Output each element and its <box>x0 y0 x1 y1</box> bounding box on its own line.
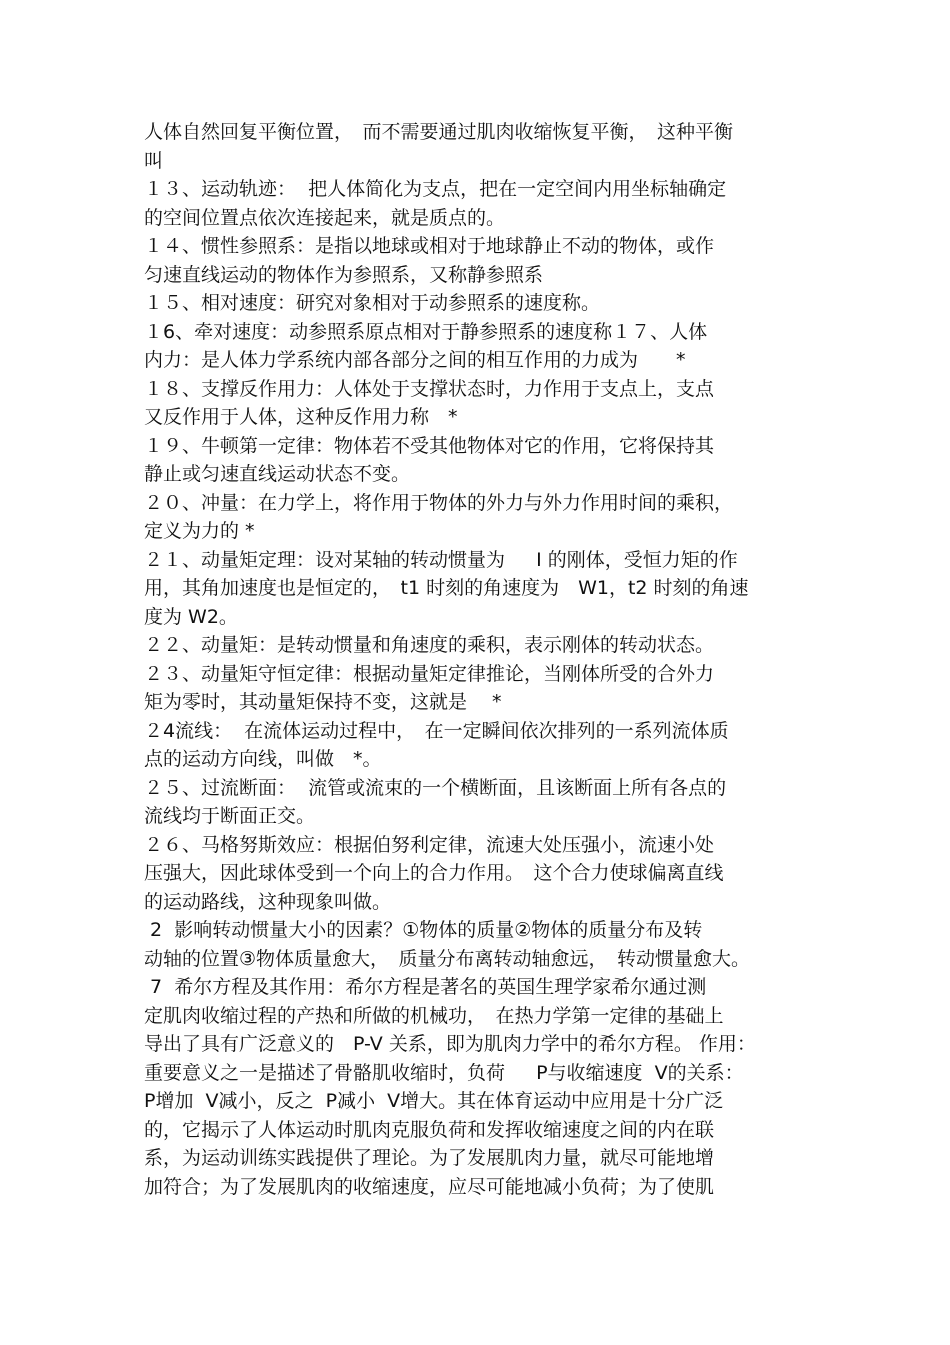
text-line: １５、相对速度：研究对象相对于动参照系的速度称。 <box>144 292 601 314</box>
text-line: 静止或匀速直线运动状态不变。 <box>144 463 411 485</box>
text-line: 匀速直线运动的物体作为参照系，又称静参照系 <box>144 263 544 286</box>
text-line: 定义为力的 * <box>144 520 255 542</box>
text-line: ２１、动量矩定理：设对某轴的转动惯量为 I 的刚体，受恒力矩的作 <box>144 548 738 571</box>
text-line: ２６、马格努斯效应：根据伯努利定律，流速大处压强小，流速小处 <box>144 833 715 856</box>
text-line: 叫 <box>144 149 164 172</box>
text-line: 内力：是人体力学系统内部各部分之间的相互作用的力成为 * <box>144 349 686 371</box>
text-line: 2 影响转动惯量大小的因素？①物体的质量②物体的质量分布及转 <box>144 919 703 941</box>
text-line: 定肌肉收缩过程的产热和所做的机械功， 在热力学第一定律的基础上 <box>144 1004 724 1027</box>
text-line: １８、支撑反作用力：人体处于支撑状态时，力作用于支点上，支点 <box>144 377 715 400</box>
text-line: 的运动路线，这种现象叫做。 <box>144 890 392 913</box>
text-line: １４、惯性参照系：是指以地球或相对于地球静止不动的物体，或作 <box>144 235 715 257</box>
text-line: ２０、冲量：在力学上，将作用于物体的外力与外力作用时间的乘积， <box>144 491 734 514</box>
text-line: １３、运动轨迹： 把人体简化为支点，把在一定空间内用坐标轴确定 <box>144 178 727 200</box>
text-line: ２4流线： 在流体运动过程中， 在一定瞬间依次排列的一系列流体质 <box>144 719 729 742</box>
text-line: 点的运动方向线，叫做 *。 <box>144 748 382 770</box>
text-line: 度为 W2。 <box>144 605 238 628</box>
text-line: １6、牵对速度：动参照系原点相对于静参照系的速度称１７、人体 <box>144 320 708 343</box>
text-line: 动轴的位置③物体质量愈大， 质量分布离转动轴愈远， 转动惯量愈大。 <box>144 947 751 970</box>
text-line: 的，它揭示了人体运动时肌肉克服负荷和发挥收缩速度之间的内在联 <box>144 1118 715 1141</box>
text-line: 流线均于断面正交。 <box>144 805 316 827</box>
text-line: 加符合；为了发展肌肉的收缩速度，应尽可能地减小负荷；为了使肌 <box>144 1175 715 1198</box>
text-line: ２５、过流断面： 流管或流束的一个横断面，且该断面上所有各点的 <box>144 776 727 799</box>
text-line: 压强大，因此球体受到一个向上的合力作用。 这个合力使球偏离直线 <box>144 862 724 884</box>
text-line: 用，其角加速度也是恒定的， t1 时刻的角速度为 W1，t2 时刻的角速 <box>144 577 749 599</box>
text-line: ２３、动量矩守恒定律：根据动量矩定律推论，当刚体所受的合外力 <box>144 662 715 685</box>
text-line: 导出了具有广泛意义的 P-V 关系，即为肌肉力学中的希尔方程。 作用： <box>144 1033 756 1055</box>
text-line: 系，为运动训练实践提供了理论。为了发展肌肉力量，就尽可能地增 <box>144 1147 715 1169</box>
text-line: 重要意义之一是描述了骨骼肌收缩时，负荷 P与收缩速度 V的关系： <box>144 1061 744 1084</box>
text-line: １９、牛顿第一定律：物体若不受其他物体对它的作用，它将保持其 <box>144 434 715 457</box>
text-line: 7 希尔方程及其作用：希尔方程是著名的英国生理学家希尔通过测 <box>144 976 707 998</box>
text-line: 人体自然回复平衡位置， 而不需要通过肌肉收缩恢复平衡， 这种平衡 <box>144 121 734 143</box>
text-line: 矩为零时，其动量矩保持不变，这就是 * <box>144 691 502 713</box>
text-line: 的空间位置点依次连接起来，就是质点的。 <box>144 206 506 229</box>
text-line: ２２、动量矩：是转动惯量和角速度的乘积，表示刚体的转动状态。 <box>144 634 715 656</box>
document-body-text <box>144 118 814 1201</box>
text-line: P增加 V减小，反之 P减小 V增大。其在体育运动中应用是十分广泛 <box>144 1090 724 1112</box>
text-line: 又反作用于人体，这种反作用力称 * <box>144 406 458 428</box>
